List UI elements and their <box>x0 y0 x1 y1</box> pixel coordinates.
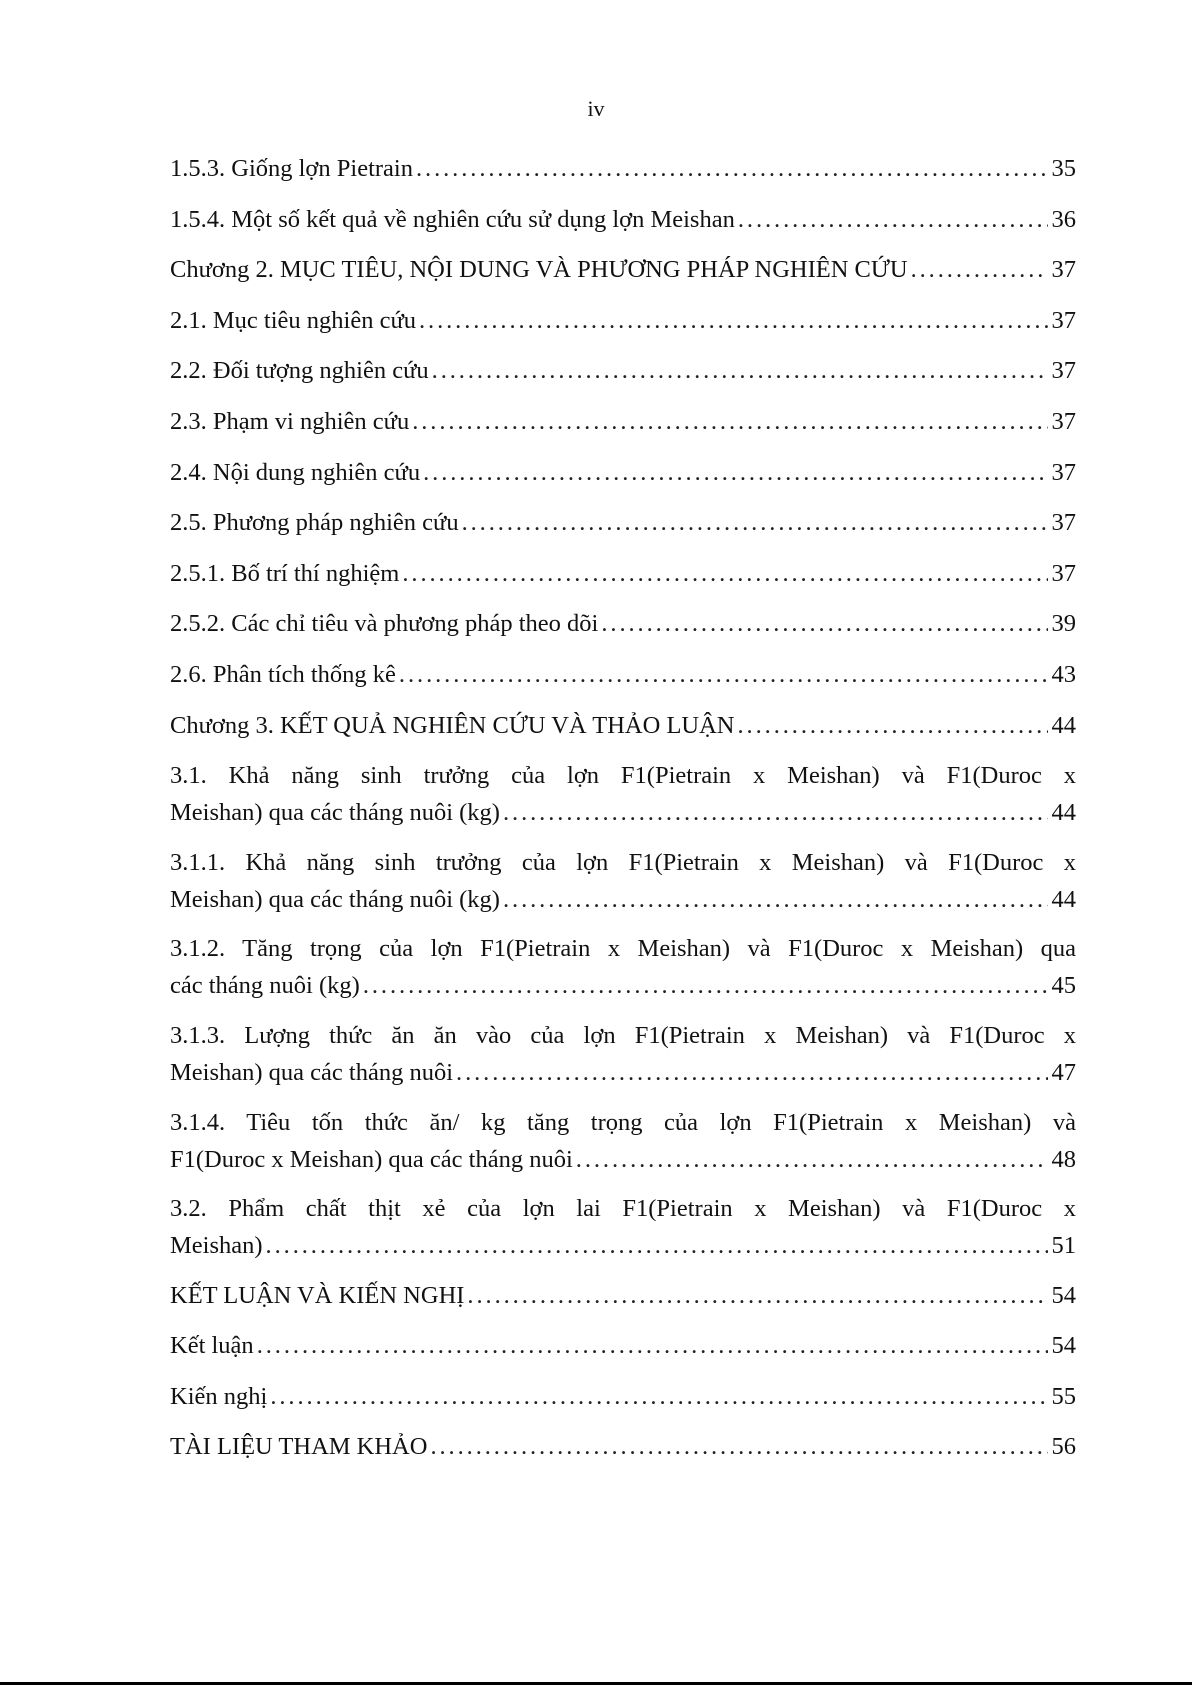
toc-entry-title: Meishan) qua các tháng nuôi <box>170 1058 454 1086</box>
toc-entry-title: F1(Duroc x Meishan) qua các tháng nuôi <box>170 1145 573 1173</box>
toc-entry <box>170 352 1076 390</box>
toc-entry-title: Chương 2. MỤC TIÊU, NỘI DUNG VÀ PHƯƠNG PHÁP NGHIÊN CỨU <box>170 256 908 284</box>
toc-entry-title: 2.5.1. Bố trí thí nghiệm <box>170 559 400 587</box>
toc-entry-page: 54 <box>1051 1332 1076 1360</box>
toc-entry-line <box>170 1428 1076 1466</box>
dot-leader <box>467 1277 1047 1315</box>
toc-entry-page: 51 <box>1051 1232 1076 1260</box>
toc-entry <box>170 1428 1076 1466</box>
toc-entry-line <box>170 881 1076 918</box>
dot-leader <box>462 504 1048 542</box>
dot-leader <box>416 150 1048 188</box>
toc-entry <box>170 930 1076 1004</box>
toc-entry-page: 48 <box>1051 1145 1076 1173</box>
toc-entry-page: 47 <box>1051 1058 1076 1086</box>
toc-entry-page: 37 <box>1051 357 1076 385</box>
toc-entry-line <box>170 1054 1076 1091</box>
toc-entry-page: 37 <box>1051 306 1076 334</box>
toc-entry-title-line: 3.1.3. Lượng thức ăn ăn vào của lợn F1(Pietrain x Meishan) và F1(Duroc x <box>170 1021 1076 1049</box>
toc-entry-line <box>170 605 1076 643</box>
toc-entry-page: 36 <box>1051 205 1076 233</box>
toc-entry <box>170 1017 1076 1091</box>
toc-entry-line <box>170 967 1076 1004</box>
toc-entry-line <box>170 454 1076 492</box>
dot-leader <box>456 1054 1047 1091</box>
toc-entry-line <box>170 201 1076 239</box>
table-of-contents <box>170 150 1076 1479</box>
toc-entry-title: Meishan) <box>170 1232 263 1260</box>
dot-leader <box>503 881 1048 918</box>
dot-leader <box>738 201 1048 239</box>
toc-entry-page: 37 <box>1051 559 1076 587</box>
toc-entry-line <box>170 251 1076 289</box>
toc-entry <box>170 251 1076 289</box>
toc-entry-page: 55 <box>1051 1382 1076 1410</box>
toc-entry-title: Chương 3. KẾT QUẢ NGHIÊN CỨU VÀ THẢO LUẬN <box>170 711 735 739</box>
toc-entry <box>170 504 1076 542</box>
dot-leader <box>402 555 1047 593</box>
dot-leader <box>419 302 1048 340</box>
toc-entry-title-line: 3.2. Phẩm chất thịt xẻ của lợn lai F1(Pietrain x Meishan) và F1(Duroc x <box>170 1195 1076 1223</box>
toc-entry-line <box>170 150 1076 188</box>
toc-entry-page: 39 <box>1051 610 1076 638</box>
toc-entry <box>170 1104 1076 1178</box>
toc-entry-title-line: 3.1.1. Khả năng sinh trưởng của lợn F1(Pietrain x Meishan) và F1(Duroc x <box>170 848 1076 876</box>
toc-entry-title: 2.4. Nội dung nghiên cứu <box>170 458 421 486</box>
dot-leader <box>270 1378 1047 1416</box>
toc-entry <box>170 302 1076 340</box>
toc-entry <box>170 757 1076 831</box>
toc-entry-page: 37 <box>1051 407 1076 435</box>
dot-leader <box>601 605 1047 643</box>
toc-entry-page: 43 <box>1051 660 1076 688</box>
toc-entry-line <box>170 1227 1076 1264</box>
toc-entry-page: 44 <box>1051 711 1076 739</box>
toc-entry-title: TÀI LIỆU THAM KHẢO <box>170 1433 428 1461</box>
toc-entry <box>170 150 1076 188</box>
toc-entry-line <box>170 1141 1076 1178</box>
dot-leader <box>576 1141 1048 1178</box>
toc-entry-line <box>170 555 1076 593</box>
toc-entry-line <box>170 656 1076 694</box>
toc-entry <box>170 844 1076 918</box>
toc-entry <box>170 201 1076 239</box>
toc-entry <box>170 707 1076 745</box>
toc-entry-title: 1.5.4. Một số kết quả về nghiên cứu sử dụng lợn Meishan <box>170 205 735 233</box>
toc-entry <box>170 1327 1076 1365</box>
toc-entry-page: 44 <box>1051 799 1076 827</box>
toc-entry-line <box>170 1327 1076 1365</box>
toc-entry-line <box>170 1378 1076 1416</box>
toc-entry <box>170 1190 1076 1264</box>
toc-entry-title: 2.3. Phạm vi nghiên cứu <box>170 407 410 435</box>
toc-entry-title: Kiến nghị <box>170 1382 268 1410</box>
toc-entry <box>170 656 1076 694</box>
toc-entry-title: 2.2. Đối tượng nghiên cứu <box>170 357 429 385</box>
toc-entry-title-line: 3.1.2. Tăng trọng của lợn F1(Pietrain x Meishan) và F1(Duroc x Meishan) qua <box>170 935 1076 963</box>
toc-entry-title: 2.6. Phân tích thống kê <box>170 660 396 688</box>
toc-entry-title: KẾT LUẬN VÀ KIẾN NGHỊ <box>170 1281 465 1309</box>
toc-entry-title: các tháng nuôi (kg) <box>170 972 360 1000</box>
toc-entry-page: 37 <box>1051 256 1076 284</box>
dot-leader <box>257 1327 1048 1365</box>
toc-entry-page: 56 <box>1051 1433 1076 1461</box>
toc-entry-page: 37 <box>1051 458 1076 486</box>
dot-leader <box>911 251 1048 289</box>
toc-entry-title: 2.5. Phương pháp nghiên cứu <box>170 509 459 537</box>
toc-entry-line <box>170 352 1076 390</box>
toc-entry <box>170 1378 1076 1416</box>
toc-entry <box>170 605 1076 643</box>
toc-entry-page: 37 <box>1051 509 1076 537</box>
toc-entry-title: 1.5.3. Giống lợn Pietrain <box>170 155 413 182</box>
toc-entry-line <box>170 707 1076 745</box>
toc-entry-line <box>170 794 1076 831</box>
dot-leader <box>363 967 1048 1004</box>
toc-entry-title: Meishan) qua các tháng nuôi (kg) <box>170 799 500 827</box>
toc-entry-page: 35 <box>1051 155 1076 182</box>
toc-entry-title-line: 3.1. Khả năng sinh trưởng của lợn F1(Pietrain x Meishan) và F1(Duroc x <box>170 762 1076 790</box>
dot-leader <box>432 352 1048 390</box>
toc-entry-title: 2.5.2. Các chỉ tiêu và phương pháp theo dõi <box>170 610 599 638</box>
toc-entry-line <box>170 302 1076 340</box>
toc-entry-page: 45 <box>1051 972 1076 1000</box>
dot-leader <box>412 403 1047 441</box>
toc-entry-page: 44 <box>1051 885 1076 913</box>
dot-leader <box>399 656 1048 694</box>
toc-entry-title: 2.1. Mục tiêu nghiên cứu <box>170 306 416 334</box>
toc-entry-line <box>170 504 1076 542</box>
toc-entry <box>170 454 1076 492</box>
dot-leader <box>738 707 1048 745</box>
dot-leader <box>266 1227 1048 1264</box>
toc-entry-line <box>170 1277 1076 1315</box>
toc-entry <box>170 555 1076 593</box>
toc-entry-title-line: 3.1.4. Tiêu tốn thức ăn/ kg tăng trọng của lợn F1(Pietrain x Meishan) và <box>170 1108 1076 1136</box>
toc-entry-title: Meishan) qua các tháng nuôi (kg) <box>170 885 500 913</box>
page-number: iv <box>587 96 605 121</box>
toc-entry-page: 54 <box>1051 1281 1076 1309</box>
dot-leader <box>430 1428 1047 1466</box>
toc-entry-title: Kết luận <box>170 1332 254 1360</box>
dot-leader <box>423 454 1047 492</box>
toc-entry <box>170 1277 1076 1315</box>
toc-entry <box>170 403 1076 441</box>
toc-entry-line <box>170 403 1076 441</box>
dot-leader <box>503 794 1048 831</box>
